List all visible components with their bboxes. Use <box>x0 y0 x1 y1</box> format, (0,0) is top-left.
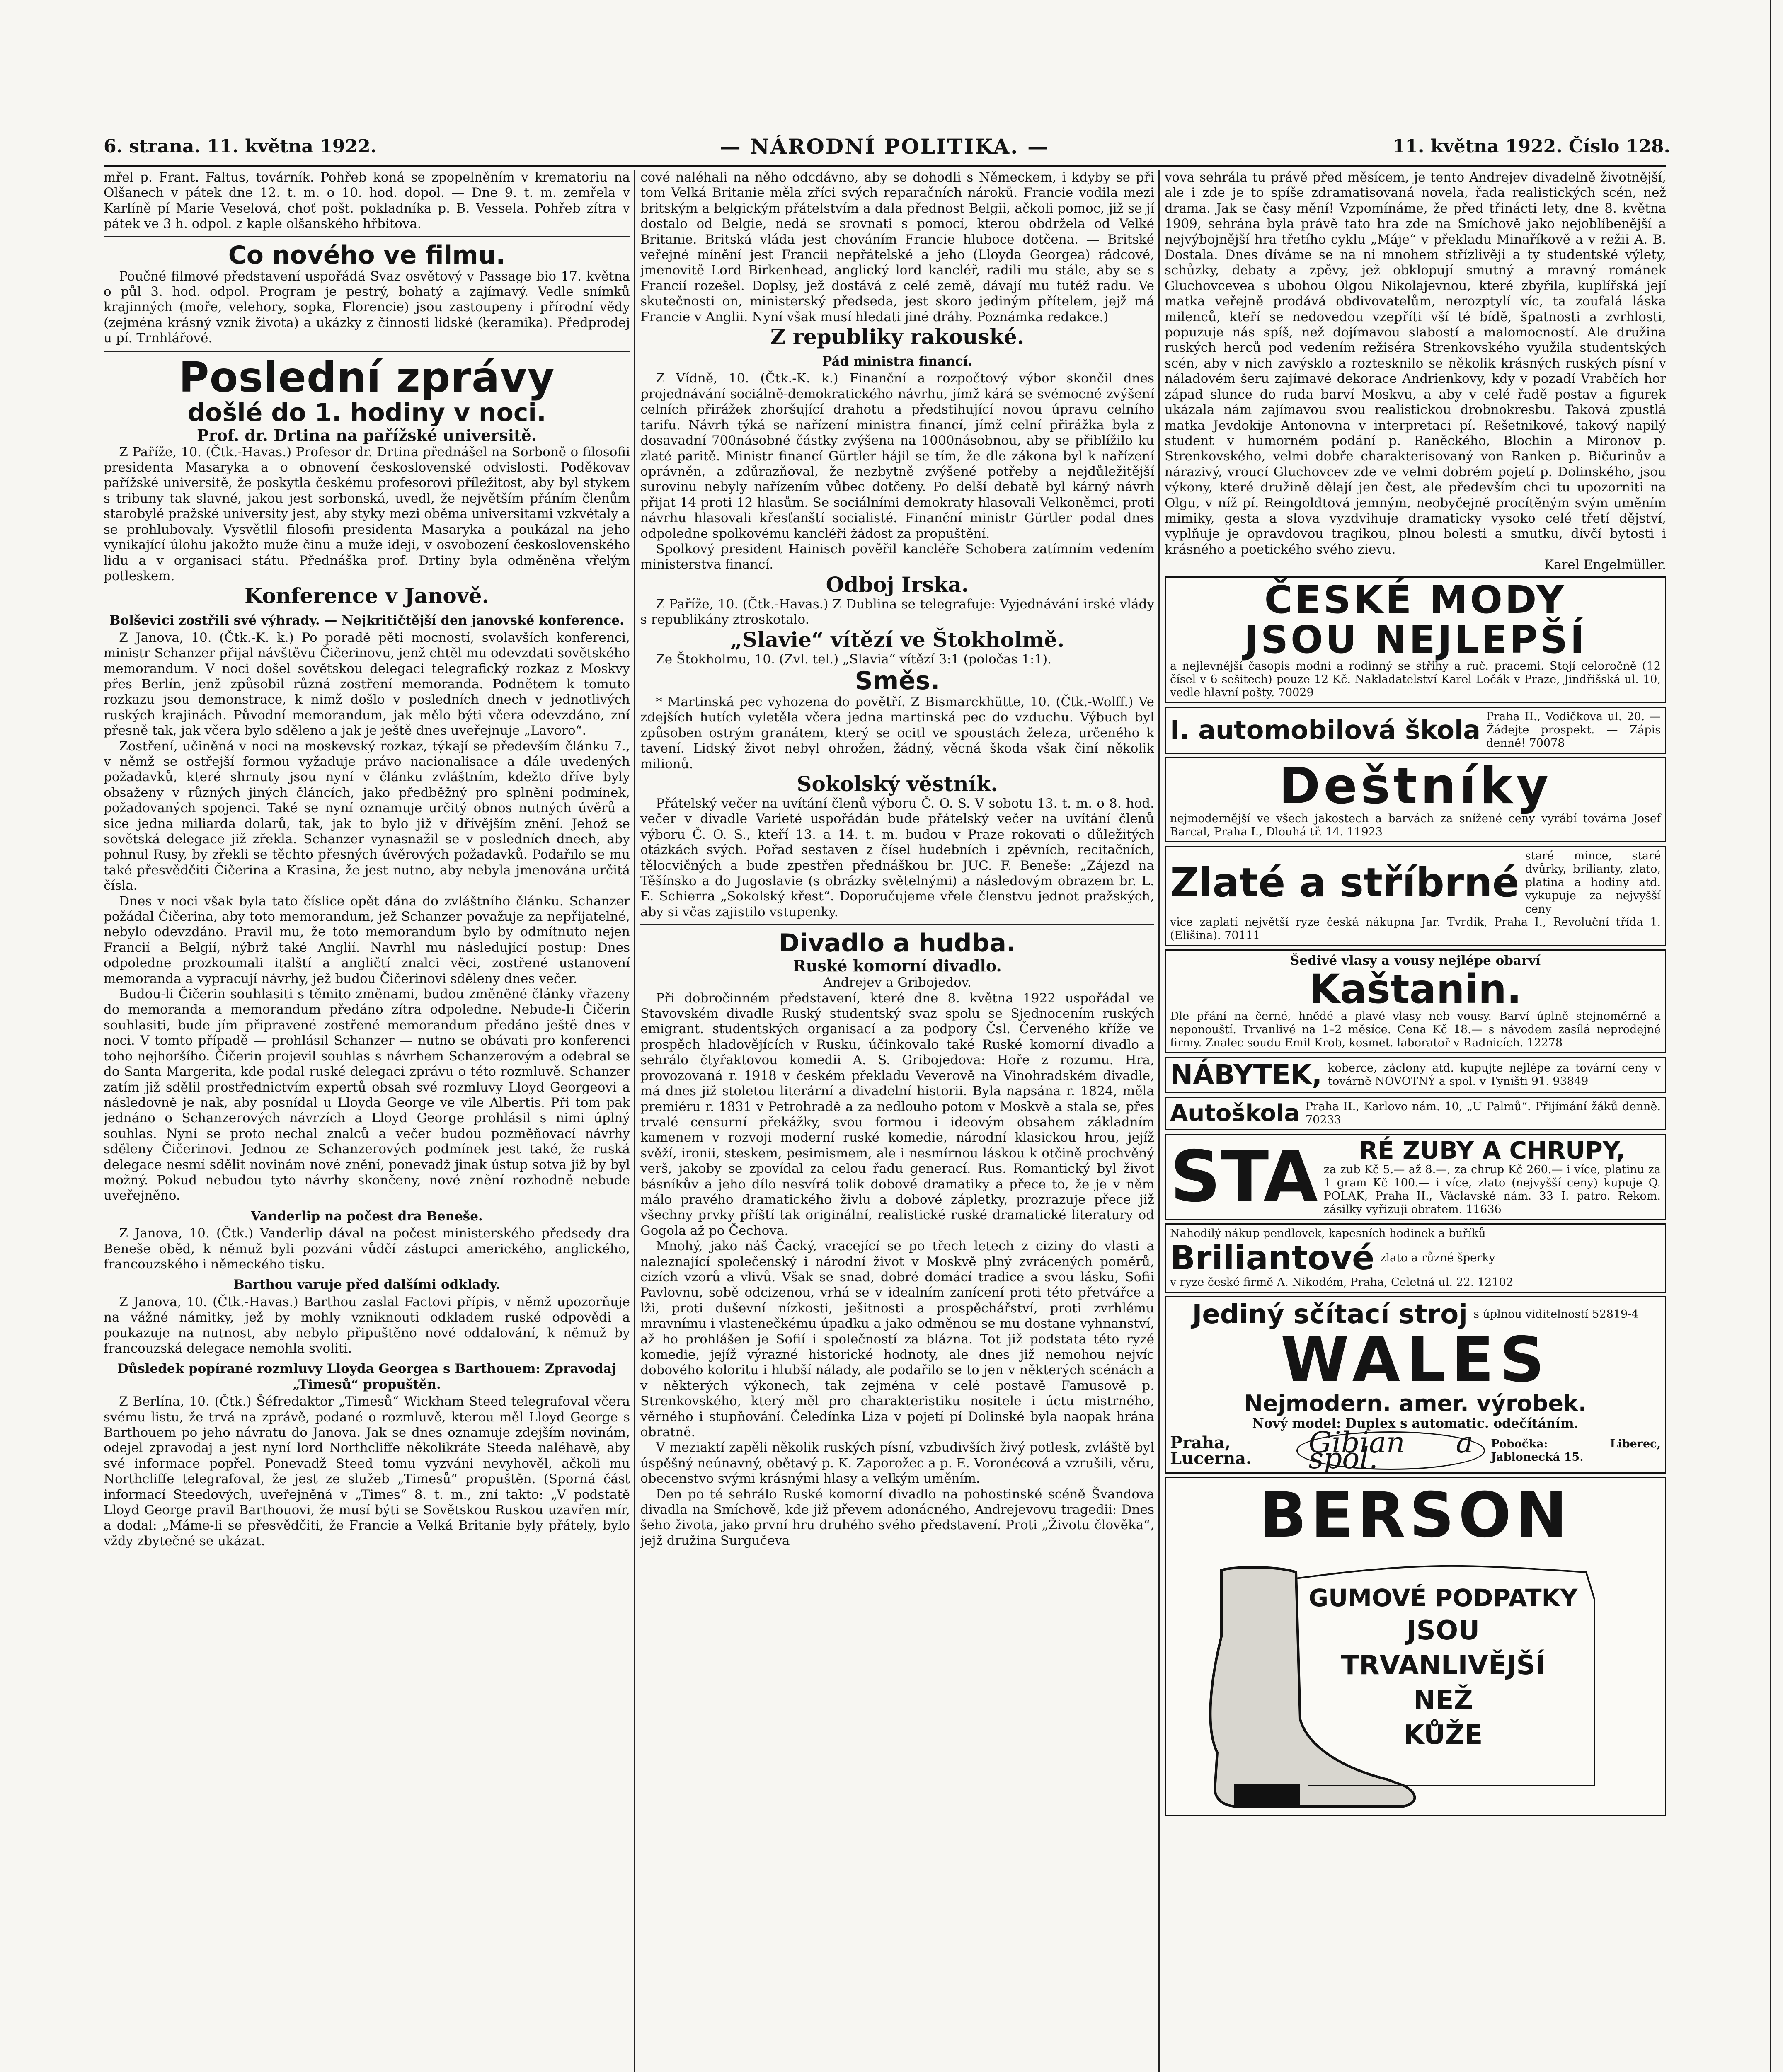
article-subheading: Důsledek popírané rozmluvy Lloyda Georgea s Barthouem: Zpravodaj „Timesů“ propuštěn. <box>117 1361 617 1392</box>
ad-text: JSOU <box>1406 1615 1480 1646</box>
latest-news-heading: Poslední zprávy <box>179 353 555 402</box>
divider <box>104 236 630 237</box>
film-heading: Co nového ve filmu. <box>228 240 506 270</box>
film-text: Poučné filmové představení uspořádá Svaz osvětový v Passage bio 17. května o půl 3. hod. odpol. Program je pestrý, bohatý a zajímavý. Vedle snímků krajinných (moře, velehory, sopka, Florencie) jsou zastoupeny i přírodní vědy (zejména krásný vznik života) a ukázky z činnosti lidské (keramika). Předprodej u pí. Trnhlářové. <box>104 269 630 346</box>
article-heading: Z republiky rakouské. <box>770 324 1025 349</box>
ad-headline: NÁBYTEK, <box>1170 1058 1323 1091</box>
ad-text: Praha II., Karlovo nám. 10, „U Palmů“. Přijímání žáků denně. 70233 <box>1305 1100 1661 1126</box>
ad-text: KŮŽE <box>1403 1720 1483 1751</box>
article-text: Z Paříže, 10. (Čtk.-Havas.) Profesor dr. Drtina přednášel na Sorboně o filosofii presidenta Masaryka a o obnovení československé odvislosti. Poděkovav pařížské universitě, že poskytla českému profesorovi příležitost, aby byl stykem s tribuny tak slavné, jakou jest sorbonská, uvedl, že největším přáním členům starobylé pražské university jest, aby styky mezi oběma universitami vzkvétaly a se prohlubovaly. Vysvětlil filosofii presidenta Masaryka a poukázal na jeho vynikající úlohu jakožto muže činu a muže ideji, v osvobození československého lidu a v organisaci státu. Přednáška prof. Drtiny byla odměněna vřelým potleskem. <box>104 444 630 583</box>
latest-news-subheading: došlé do 1. hodiny v noci. <box>187 398 546 427</box>
article-subheading: Barthou varuje před dalšími odklady. <box>233 1277 500 1293</box>
ad-zlate-stribrne <box>1165 846 1666 946</box>
ad-headline: BERSON <box>1259 1479 1572 1552</box>
article-paragraph: Z Janova, 10. (Čtk.-K. k.) Po poradě pěti mocností, svolavších konferenci, ministr Schanzer přijal návštěvu Čičerinovu, jenž chtěl mu odevzdati sovětského memorandum. V noci došel sovětskou delegaci telegrafický rozkaz z Moskvy přes Berlín, jenž způsobil různá zostření memoranda. Podnětem k tomuto rozkazu jsou demonstrace, k nimž došlo v posledních dnech v jednotlivých ruských krajinách. Původní memorandum, jak mělo býti včera odevzdáno, zní přesně tak, jak včera bylo sděleno a jak je ještě dnes uveřejnuje „Lavoro“. <box>104 630 630 738</box>
ad-autoskola-2 <box>1165 1097 1666 1130</box>
header-left: 6. strana. 11. května 1922. <box>104 136 377 157</box>
column-1 <box>104 170 630 2072</box>
ad-headline: Briliantové <box>1170 1238 1375 1277</box>
ad-text: nejmodernější ve všech jakostech a barvách za snížené ceny vyrábí továrna Josef Barcal, Praha I., Dlouhá tř. 14. 11923 <box>1170 812 1661 838</box>
article-text: Ze Štokholmu, 10. (Zvl. tel.) „Slavia“ vítězí 3:1 (poločas 1:1). <box>656 651 1052 667</box>
section-heading: Směs. <box>855 666 940 695</box>
ad-headline: Autoškola <box>1170 1099 1300 1127</box>
ad-headline: Deštníky <box>1279 757 1552 815</box>
section-heading: Sokolský věstník. <box>797 772 998 796</box>
column-rule <box>634 170 635 2072</box>
ad-headline: Kaštanin. <box>1309 966 1522 1012</box>
ad-wales <box>1165 1296 1666 1474</box>
article-paragraph: Mnohý, jako náš Čacký, vracející se po třech letech z ciziny do vlasti a naleznající společenský i národní život v Moskvě plný zvrácených poměrů, cizích vzorů a vlivů. Však se snad, dobré domácí tradice a svou lásku, Sofii Pavlovnu, sobě odcizenou, vrhá se v idealním zanícení proti této přetvářce a lži, proti duševní nízkosti, ješitnosti a prospěchářství, proti zvrhlému mravnímu i vlastenečkému úpadku a jako odměnou se mu dostane vyhnanství, až ho prohlášen je Sofií i společností za blázna. Tot již podstata této ryzé komedie, jejíž výrazné historické hodnoty, ale dnes již nemohou nejvíc dobového koloritu i hlubší nálady, ale podařilo se to jen v některých scénách a v některých výkonech, tak zejména v celé postavě Famusově p. Strenkovského, který měl pro charakteristiku nositele i úctu mistrného, věrného i stupňování. Čeledínka Liza v pojetí pí Dolinské byla naopak hrána obratně. <box>640 1239 1154 1440</box>
ad-text: Praha II., Vodičkova ul. 20. — Žádejte prospekt. — Zápis denně! 70078 <box>1486 710 1661 750</box>
article-subheading: Bolševici zostřili své výhrady. — Nejkritičtější den janovské konference. <box>109 613 624 628</box>
article-paragraph: Dnes v noci však byla tato číslice opět dána do zvláštního článku. Schanzer požádal Čičerina, aby toto memorandum, jež Schanzer považuje za nepřijatelné, nebylo odevzdáno. Pravil mu, že toto memorandum bylo by odmítnuto nejen Francií a Belgií, nýbrž také Anglií. Navrhl mu následující postup: Dnes odpoledne prozkoumali italští a angličtí znalci věci, zostřené ustanovení memoranda a vypracují návrhy, jež budou Čičerinovi sděleny dnes večer. <box>104 893 630 986</box>
obituary-text: mřel p. Frant. Faltus, továrník. Pohřeb koná se zpopelněním v krematoriu na Olšanech v pátek dne 12. t. m. o 10. hod. dopol. — Dne 9. t. m. zemřela v Karlíně pí Marie Veselová, choť pošt. pokladníka p. B. Vessela. Pohřeb zítra v pátek ve 3 h. odpol. z kaple olšanského hřbitova. <box>104 170 630 232</box>
ad-headline: WALES <box>1280 1324 1550 1396</box>
article-paragraph: Den po té sehrálo Ruské komorní divadlo na pohostinské scéně Švandova divadla na Smíchově, kde již převem adonácného, Andrejevovu tragedii: Dnes šeho života, jako první hru druhého svého představení. Proti „Životu člověka“, jejž družina Surgučeva <box>640 1486 1154 1548</box>
section-heading: Divadlo a hudba. <box>779 929 1016 958</box>
article-text: Z Janova, 10. (Čtk.-Havas.) Barthou zaslal Factovi přípis, v němž upozorňuje na vážné námitky, jež by mohly vzniknouti odkladem ruské odpovědi a poukazuje na nutnost, aby nebylo připuštěno nové oddalování, k němuž by francouzská delegace nemohla svoliti. <box>104 1294 630 1356</box>
ad-headline: Jediný sčítací stroj <box>1192 1299 1468 1330</box>
article-heading: Prof. dr. Drtina na pařížské universitě. <box>197 426 537 445</box>
ad-headline: JSOU NEJLEPŠÍ <box>1244 617 1587 662</box>
page-header <box>104 132 1670 161</box>
article-text: Z Vídně, 10. (Čtk.-K. k.) Finanční a rozpočtový výbor skončil dnes projednávání sociálně-demokratického návrhu, jímž kárá se svémocné zvýšení celních přirážek zhoršující drahotu a předstihující novou úpravu celního tarifu. Návrh týká se nařízení ministra financí, jímž celní přirážka byla z dosavadní 700násobné částky zvýšena na 1000násobnou, aby se přiblížilo ku zlaté paritě. Ministr financí Gürtler hájil se tím, že dle zákona byl k nařízení oprávněn, a zdůrazňoval, že nezbytně zvýšené potřeby a nejdůležitější surovinu nebyly nařízením vůbec dotčeny. Po delší debatě byl kárný návrh přijat 14 proti 12 hlasům. Se sociálními demokraty hlasovali Velkoněmci, proti návrhu hlasovali křesťanští socialisté. Finanční ministr Gürtler podal dnes odpoledne spolkovému kancléři žádost za propuštění. <box>640 371 1154 541</box>
column-3 <box>1165 170 1666 2072</box>
header-masthead: — NÁRODNÍ POLITIKA. — <box>719 134 1049 159</box>
ad-text: s úplnou viditelností 52819-4 <box>1473 1307 1639 1321</box>
ad-text: Nový model: Duplex s automatic. odečítáním. <box>1252 1416 1579 1431</box>
ad-text: Dle přání na černé, hnědé a plavé vlasy neb vousy. Barví úplně stejnoměrně a neponouští. Trvanlivé na 1–2 měsíce. Cena Kč 18.— s návodem zasílá neprodejné firmy. Znalec soudu Emil Krob, kosmet. laboratoř v Radnicích. 12278 <box>1170 1009 1661 1049</box>
article-text: Z Berlína, 10. (Čtk.) Šéfredaktor „Timesů“ Wickham Steed telegrafoval včera svému listu, že trvá na zprávě, podané o rozmluvě, kterou měl Lloyd George s Barthouem po jeho návratu do Janova. Jak se dnes oznamuje zdejším novinám, odejel zpravodaj a jest nyní lord Northcliffe několikráte Steeda naléhavě, aby své informace popřel. Ponevadž Steed tomu vyzváni nevyhověl, ačkoli mu Northcliffe telegrafoval, že jest ze služeb „Timesů“ propuštěn. (Sporná část informací Steedových, uveřejněná v „Times“ 8. t. m., zní takto: „V podstatě Lloyd George pravil Barthouovi, že musí býti se Sovětskou Ruskou uzavřen mír, a dodal: „Máme-li se přesvědčiti, že Francie a Velká Britanie byly přátely, bylo vždy zbytečné se ukázat. <box>104 1394 630 1549</box>
ad-text: GUMOVÉ PODPATKY <box>1308 1584 1578 1612</box>
article-heading: „Slavie“ vítězí ve Štokholmě. <box>730 627 1065 652</box>
article-text: Z Janova, 10. (Čtk.) Vanderlip dával na počest ministerského předsedy dra Beneše oběd, k němuž byli pozváni vůdčí zástupci amerického, anglického, francouzského i německého tisku. <box>104 1226 630 1272</box>
ad-headline: STA <box>1170 1135 1318 1218</box>
ad-destniky <box>1165 757 1666 842</box>
ad-text: Šedivé vlasy a vousy nejlépe obarví <box>1290 953 1541 968</box>
ad-text: vice zaplatí největší ryze česká nákupna Jar. Tvrdík, Praha I., Revoluční třída 1. (Elišina). 70111 <box>1170 915 1661 942</box>
article-subheading: Andrejev a Gribojedov. <box>823 975 971 990</box>
article-text: Z Paříže, 10. (Čtk.-Havas.) Z Dublina se telegrafuje: Vyjednávání irské vlády s republikány ztroskotalo. <box>640 596 1154 627</box>
header-right: 11. května 1922. Číslo 128. <box>1392 136 1670 157</box>
article-continuation: vova sehrála tu právě před měsícem, je tento Andrejev divadelně životnější, ale i zde je to spíše zdramatisovaná novela, řada realistických scén, než drama. Jak se časy mění! Vzpomínáme, že před třinácti lety, dne 8. května 1909, sehrána byla právě tato hra zde na Smíchově jako nejoblíbenější a nejvýbojnější hra třetího cyklu „Máje“ v překladu Minaříkově a v režii A. B. Dostala. Dnes díváme se na ni mnohem střízlivěji a ty studentské výlety, schůzky, debaty a zpěvy, jež obklopují smutný a mravný románek Gluchovcevea s ubohou Olgou Nikolajevnou, které zbyřila, kuplířská její matka veřejně prodává obdivovatelům, nerozptylí víc, ta zoufalá láska milenců, kteří se nedovedou vzepříti vší té bídě, špatnosti a zvrhlosti, popuzuje nás spíš, než dojímavou slabostí a malomocností. Ale družina ruských herců pod vedením režiséra Strenkovského využila studentských scén, aby v nich zavýsklo a roztesknilo se několik krásných ruských písní v náladovém šeru zajímavé dekorace Andrienkovy, kdy v pozadí Vrabčích hor západ slunce do ruda barví Moskvu, a aby v celé řadě postav a figurek ukázala nám zajímavou svou realistickou drobnokresbu. Taková zpustlá matka Jevdokije Antonovna v interpretaci pí. Rešetnikové, takový napilý student v humorném podání p. Raněckého, Blochin a Mironov p. Strenkovského, velmi dobře charakterisovaný von Ranken p. Bičurinův a nárazivý, vroucí Gluchovcev zde ve velmi dobrém pojetí p. Dolinského, jsou výkony, které družině dělají jen čest, ale především chci tu upozorniti na Olgu, v níž pí. Reingoldtová jemným, neobyčejně procítěným svým uměním mimiky, gesta a slova vyzdvihuje dramaticky vysoko celé třetí dějství, vyplňuje je opravdovou tragikou, plnou bolesti a smutku, dívčí bytosti i krásného a poetického svého zievu. <box>1165 170 1666 557</box>
article-heading: Odboj Irska. <box>826 572 969 597</box>
page-edge <box>1770 0 1771 2072</box>
article-continuation: cové naléhali na něho odcdávno, aby se dohodli s Německem, i kdyby se při tom Velká Britanie měla zříci svých reparačních nároků. Francie vodila mezi britským a belgickým přátelstvím a dala přednost Belgii, ačkoli pomoc, již se jí dostalo od Belgie, nedá se srovnati s pomocí, kterou obdržela od Velké Britanie. Britská vláda jest chováním Francie hluboce dotčena. — Britské veřejné mínění jest Francii nepřátelské a jeho (Lloyda Georgea) rádcové, jmenovitě Lord Birkenhead, anglický lord kancléř, radili mu stále, aby se s Francií rozešel. Doplsy, jež dostává z celé země, dávají mu tutéž radu. Ve skutečnosti on, ministerský předseda, jest skoro jediným přítelem, jejž má Francie v Anglii. Nyní však musí hledati jiné dráhy. Poznámka redakce.) <box>640 170 1154 324</box>
ad-text: Pobočka: Liberec, Jablonecká 15. <box>1491 1437 1661 1464</box>
article-subheading: Pád ministra financí. <box>822 354 973 369</box>
ad-text: Nahodilý nákup pendlovek, kapesních hodinek a buříků <box>1170 1227 1486 1240</box>
ad-ceske-mody <box>1165 576 1666 703</box>
article-paragraph: Zostření, učiněná v noci na moskevský rozkaz, týkají se především článku 7., v němž se ostřejší formou vyžaduje právo nacionalisace a dále uvedených požadavků, které shrnuty jsou nyní v článku zvláštním, kdežto dříve byly obsaženy v různých jiných článcích, jako předběžný pro splnění podmínek, požadovaných spojenci. Také se nyní oznamuje určitý obnos nutných úvěrů a sice jedna miliarda dolarů, tak, jak to bylo již v dřívějším znění. Jehož se sovětská delegace již zřekla. Schanzer vynasnažil se v posledních dnech, aby pohnul Rusy, by zřekli se těchto přesných úvěrových požadavků. Podařilo se mu také přesvědčiti Čičerina a Krasina, že jest nutno, aby nebyla jmenována určitá čísla. <box>104 738 630 893</box>
ad-text: koberce, záclony atd. kupujte nejlépe za tovární ceny v továrně NOVOTNÝ a spol. v Tyništi 91. 93849 <box>1328 1061 1661 1088</box>
article-text: Spolkový president Hainisch pověřil kancléře Schobera zatímním vedením ministerstva financí. <box>640 541 1154 572</box>
ad-logo: Gibian a spol. <box>1296 1431 1485 1470</box>
ad-autoskola <box>1165 707 1666 754</box>
ad-text: staré mince, staré dvůrky, brilianty, zlato, platina a hodiny atd. vykupuje za nejvyšší ceny <box>1525 849 1661 915</box>
article-heading: Ruské komorní divadlo. <box>793 956 1002 975</box>
article-signature: Karel Engelmüller. <box>1544 557 1666 573</box>
divider <box>104 351 630 352</box>
article-subheading: Vanderlip na počest dra Beneše. <box>251 1208 483 1224</box>
article-paragraph: Budou-li Čičerin souhlasiti s těmito změnami, budou změněné články vřazeny do memoranda a memorandum předáno zítra odpoledne. Nebude-li Čičerin souhlasiti, bude jím připravené zostřené memorandum předáno ještě dnes v noci. V tomto případě — prohlásil Schanzer — nutno se obávati pro konferenci toho nejhoršího. Čičerin projevil souhlas s návrhem Schanzerovým a odebral se do Santa Margerita, kde podal ruské delegaci zprávu o této rozmluvě. Schanzer zatím již sdělil prostřednictvím expertů obsah své rozmluvy Lloyd Georgeovi a následovně je nak, aby posnídal u Lloyda George ve vile Albertis. Při tom pak jednáno o Schanzerových návrzích a Lloyd George prohlásil s nimi úplný souhlas. Nyní se proto nechal znalců a večer budou pozměňovací návrhy sděleny Čičerinovi. Jednou ze Schanzerových podmínek jest také, že ruská delegace nesmí sdělit novinám nové znění, ponevadž jinak ústup sotva již by byl možný. Pokud nebudou tyto návrhy skončeny, nové znění rozhodně nebude uveřejněno. <box>104 987 630 1203</box>
ad-headline: RÉ ZUBY A CHRUPY, <box>1359 1136 1626 1164</box>
ad-kastanin <box>1165 949 1666 1053</box>
ad-text: zlato a různé šperky <box>1380 1251 1495 1264</box>
ad-nabytek <box>1165 1057 1666 1093</box>
column-rule <box>1158 170 1160 2072</box>
ad-berson <box>1165 1477 1666 1816</box>
ad-text: a nejlevnější časopis modní a rodinný se střihy a ruč. pracemi. Stojí celoročně (12 čísel v 6 sešitech) pouze 12 Kč. Nakladatelství Karel Ločák v Praze, Jindřišská ul. 10, vedle hlavní pošty. 70029 <box>1170 659 1661 699</box>
article-text: * Martinská pec vyhozena do povětří. Z Bismarckhütte, 10. (Čtk.-Wolff.) Ve zdejších hutích vyletěla včera jedna martinská pec do vzduchu. Výbuch byl způsoben ostrým granátem, který se ocitl ve spoustách železa, určeného k tavení. Lidský život nebyl ohrožen, žádný, věcná škoda však činí několik milionů. <box>640 694 1154 772</box>
article-paragraph: Při dobročinném představení, které dne 8. května 1922 uspořádal ve Stavovském divadle Ruský studentský svaz spolu se Sjednocením ruských emigrant. studentských organisací a za podpory Čsl. Červeného kříže ve prospěch hladovějících v Rusku, účinkovalo také Ruské komorní divadlo a sehrálo čtyřaktovou komedii A. S. Gribojedova: Hoře z rozumu. Hra, provozovaná r. 1918 v českém překladu Veverově na Vinohradském divadle, má dnes již stoletou literární a divadelní historii. Byla napsána r. 1824, měla premiéru r. 1831 v Petrohradě a za nedlouho potom v Moskvě a stala se, přes trvalé censurní překážky, svou formou i ideovým obsahem základním kamenem v rozvoji moderní ruské komedie, národní klasickou hrou, jejíž svěží, ironii, steskem, pesimismem, ale i nesmírnou láskou k otčině prochvěný verš, jakoby se zpovídal za celou řadu generací. Rus. Romantický byl život básníkův a jeho dílo nesvírá tolik dobové dramatiky a přece to, že je v něm málo pravého dramatického živlu a dobové zápletky, prozrazuje přece již všechny prvky příští tak originální, realistické ruské dramatické literatury od Gogola až po Čechova. <box>640 990 1154 1238</box>
ad-text: v ryze české firmě A. Nikodém, Praha, Celetná ul. 22. 12102 <box>1170 1276 1513 1289</box>
column-2 <box>640 170 1154 2072</box>
ad-text: za zub Kč 5.— až 8.—, za chrup Kč 260.— i více, platinu za 1 gram Kč 100.— i více, zlato (nejvyšší ceny) kupuje Q. POLAK, Praha II., Václavské nám. 33 I. patro. Rekom. zásilky vyřizuji obratem. 11636 <box>1323 1163 1661 1216</box>
boot-illustration <box>1172 1554 1659 1811</box>
article-text: Přátelský večer na uvítání členů výboru Č. O. S. V sobotu 13. t. m. o 8. hod. večer v divadle Varieté uspořádán bude přátelský večer na uvítání členů výboru Č. O. S., kteří 13. a 14. t. m. budou v Praze rokovati o důležitých otázkách svých. Pořad sestaven z čísel hudebních i zpěvních, recitačních, tělocvičných a bude zpestřen přednáškou br. JUC. F. Beneše: „Zájezd na Těšínsko a do Jugoslavie (s obrázky světelnými) a následovým obrazem br. L. E. Schierra „Sokolský křest“. Doporučujeme vřele členstvu jednot pražských, aby si včas zajistilo vstupenky. <box>640 796 1154 920</box>
ad-stare-zuby <box>1165 1134 1666 1220</box>
ad-headline: Zlaté a stříbrné <box>1170 859 1519 906</box>
article-paragraph: V meziaktí zapěli několik ruských písní, vzbudivších živý potlesk, zvláště byl úspěšný neúnavný, obětavý p. K. Zaporožec a p. E. Voronécová a vzrušili, věru, obecenstvo svými krásnými hlasy a velkým uměním. <box>640 1440 1154 1486</box>
ad-text: Praha, Lucerna. <box>1170 1433 1252 1468</box>
article-heading: Konference v Janově. <box>244 583 489 608</box>
ad-briliantove <box>1165 1223 1666 1293</box>
ad-headline: ČESKÉ MODY <box>1264 577 1567 622</box>
ad-headline: Nejmodern. amer. výrobek. <box>1244 1390 1587 1416</box>
divider <box>640 924 1154 925</box>
ad-text: TRVANLIVĚJŠÍ <box>1341 1650 1546 1681</box>
header-rule <box>104 165 1666 167</box>
ad-text: NEŽ <box>1413 1685 1473 1716</box>
ad-headline: I. automobilová škola <box>1170 714 1481 745</box>
